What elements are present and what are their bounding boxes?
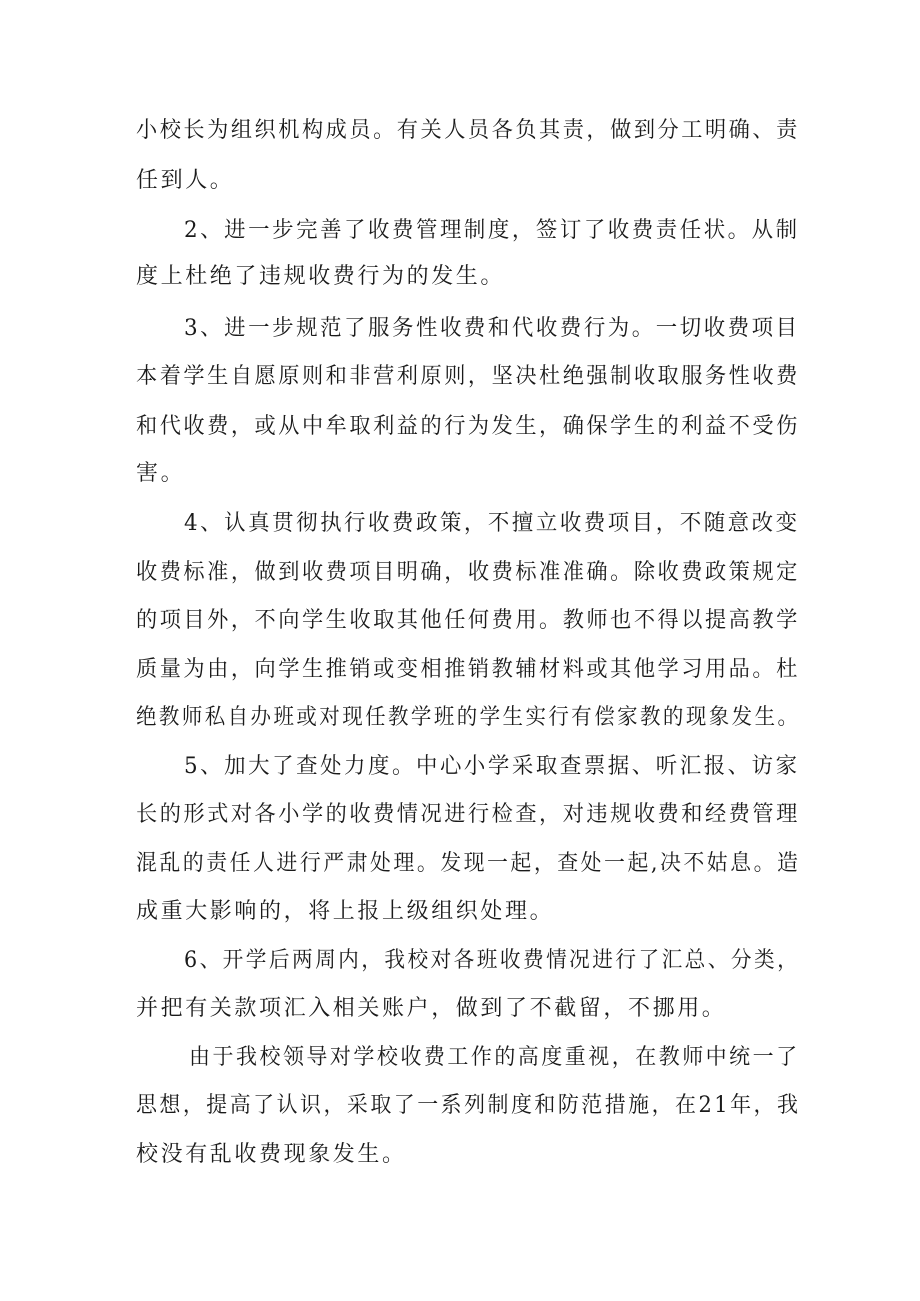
text-line: 并把有关款项汇入相关账户，做到了不截留，不挪用。: [136, 996, 727, 1021]
paragraph-4-start: 4、认真贯彻执行收费政策，不擅立收费项目，不随意改变: [184, 511, 800, 536]
text-line: 绝教师私自办班或对现任教学班的学生实行有偿家教的现象发生。: [136, 705, 801, 730]
text-line: 本着学生自愿原则和非营利原则，坚决杜绝强制收取服务性收费: [136, 364, 800, 389]
text-line: 害。: [136, 461, 186, 486]
paragraph-2-start: 2、进一步完善了收费管理制度，签订了收费责任状。从制: [184, 218, 800, 243]
text-line: 校没有乱收费现象发生。: [136, 1142, 407, 1167]
paragraph-6-start: 6、开学后两周内，我校对各班收费情况进行了汇总、分类，: [184, 948, 801, 973]
text-line: 和代收费，或从中牟取利益的行为发生，确保学生的利益不受伤: [136, 414, 800, 439]
text-line: 混乱的责任人进行严肃处理。发现一起，查处一起,决不姑息。造: [136, 851, 801, 876]
text-line: 思想，提高了认识，采取了一系列制度和防范措施，在21年，我: [136, 1093, 801, 1118]
text-line: 成重大影响的，将上报上级组织处理。: [136, 899, 555, 924]
text-line: 收费标准，做到收费项目明确，收费标准准确。除收费政策规定: [136, 560, 800, 585]
paragraph-3-start: 3、进一步规范了服务性收费和代收费行为。一切收费项目: [184, 316, 800, 341]
text-line: 任到人。: [136, 168, 235, 193]
text-line: 小校长为组织机构成员。有关人员各负其责，做到分工明确、责: [136, 118, 800, 143]
paragraph-summary-start: 由于我校领导对学校收费工作的高度重视，在教师中统一了: [189, 1045, 800, 1070]
text-line: 质量为由，向学生推销或变相推销教辅材料或其他学习用品。杜: [136, 657, 800, 682]
text-line: 长的形式对各小学的收费情况进行检查，对违规收费和经费管理: [136, 802, 800, 827]
text-line: 的项目外，不向学生收取其他任何费用。教师也不得以提高教学: [136, 608, 800, 633]
paragraph-5-start: 5、加大了查处力度。中心小学采取查票据、听汇报、访家: [184, 754, 800, 779]
text-line: 度上杜绝了违规收费行为的发生。: [136, 264, 506, 289]
